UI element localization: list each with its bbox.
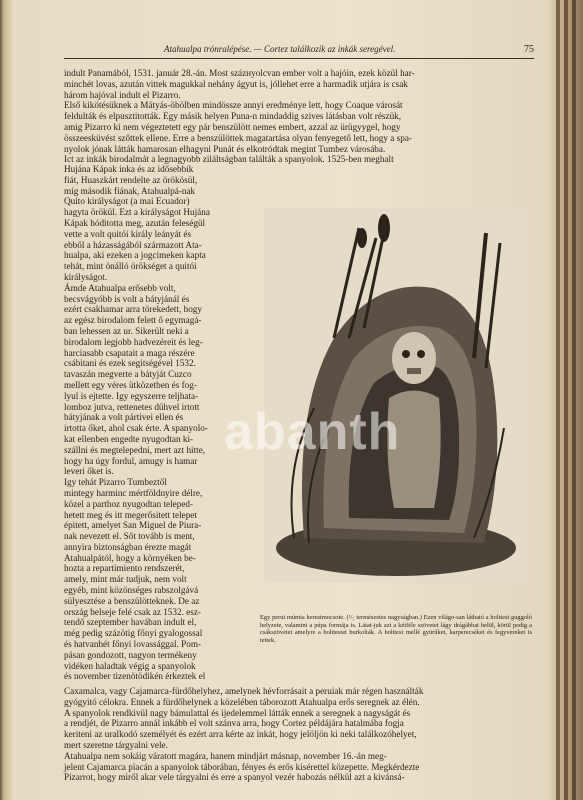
text-line: A spanyolok rendkivül nagy bámulattal és ijedelemmel látták ennek a seregnek a nagyságát és [64, 707, 411, 718]
text-line: tehát, mint önálló örökséget a quitói [64, 261, 197, 272]
text-line: Atahualpától, hogy a környéken be- [64, 552, 196, 563]
text-line: három hajóval indult el Pizarro. [64, 89, 181, 100]
text-line: lyul is ejtette. Igy egyszerre teljhata- [64, 390, 199, 401]
text-line: sülyesztése a benszülötteknek. De az [64, 595, 200, 606]
text-line: birodalom legjobb hadvezéreit és leg- [64, 336, 203, 347]
page-edge [556, 0, 560, 800]
text-line: Első kikötésüknek a Mátyás-öbölben mindössze annyi eredménye lett, hogy Coaque városát [64, 100, 403, 111]
running-header [64, 42, 534, 59]
text-line: míg második fiának, Atahualpá-nak [64, 185, 196, 196]
text-line: és november tizenötödikén érkeztek el [64, 671, 206, 682]
text-line: Igy tehát Pizarro Tumbeztől [64, 477, 167, 488]
text-line: Ámde Atahualpa erősebb volt, [64, 282, 176, 293]
text-line: ebből a házasságából származott Ata- [64, 239, 202, 250]
text-line: csábitani és ezek segitségével 1532. [64, 358, 196, 369]
text-line: amig Pizarro ki nem végeztetett egy pár benszülött nemes embert, azzal az ürügyygel, hogy [64, 121, 401, 132]
text-line: leveri őket is. [64, 466, 114, 477]
text-line: nyolok jónak látták hamarosan elhagyni Punát és elkotródtak megint Tumbez városába. [64, 143, 386, 154]
book-page [24, 30, 554, 790]
text-line: hagyta örökül. Ezt a királyságot Hujána [64, 207, 210, 218]
text-line: kat ellenben engedte nyugodtan ki- [64, 433, 194, 444]
text-line: egyéb, mint közönséges rabszolgává [64, 585, 199, 596]
text-line: közel a parthoz nyugodtan teleped- [64, 498, 194, 509]
page-edge [572, 0, 576, 800]
text-line: ország belseje felé csak az 1532. esz- [64, 606, 201, 617]
text-line: hetett meg és itt megerősitett telepet [64, 509, 197, 520]
text-line: jelent Cajamarca piacán a spanyolok táborában, fényes és erős kisérettel közepette. Megkérdezte [64, 761, 420, 772]
text-line: összeesküvést szőttek ellene. Erre a benszülöttek magatartása olyan fenyegető lett, hogy a spa- [64, 132, 412, 143]
text-line: vidéken haladtak végig a spanyolok [64, 660, 196, 671]
text-line: mintegy harminc mértföldnyire délre, [64, 487, 203, 498]
text-line: feldulták és elpusztitották. Egy másik helyen Puna-n mindaddig szives látásban volt részük, [64, 111, 402, 122]
text-line: hozta a repartimiento rendszerét, [64, 563, 185, 574]
text-line: amely, mint már tudjuk, nem volt [64, 574, 187, 585]
text-line: mellett egy véres ütközetben és fog- [64, 379, 197, 390]
text-line: ban lehessen az ur. Sikerült neki a [64, 325, 189, 336]
text-line: Quito királyságot (a mai Ecuador) [64, 196, 190, 207]
text-line: tavaszán megverte a bátyját Cuzco [64, 369, 192, 380]
text-line: fiát, Huaszkárt rendelte az örökösül, [64, 174, 198, 185]
text-line: és hatvanhét főnyi lovassággal. Pom- [64, 639, 202, 650]
text-line: Caxamalca, vagy Cajamarca-fürdőhelyhez, amelynek hévforrásait a peruiak már régen használták [64, 686, 424, 696]
text-line: harciasabb csapatait a maga részére [64, 347, 195, 358]
text-line: a rendjét, de Pizarro annál inkább el volt szánva arra, hogy Cortez példájára hatalmába fogja [64, 718, 404, 729]
text-line: hualpa, aki ezeken a jogcimeken kapta [64, 250, 206, 261]
watermark: abanth [224, 403, 401, 461]
text-line: irtotta őket, ahol csak érte. A spanyolo- [64, 423, 208, 434]
text-line: Kápak hóditotta meg, azután feleségül [64, 217, 206, 228]
text-line: ezért csakhamar arra törekedett, hogy [64, 304, 202, 315]
text-line: lomboz jutva, rettenetes dühvel irtott [64, 401, 200, 412]
text-line: indult Panamából, 1531. január 28.-án. Most százнyolcvan ember volt a hajóin, ezek közül har- [64, 68, 415, 78]
text-line: még pedig százötig főnyi gyalogossal [64, 628, 203, 639]
text-line: az egész birodalom felett ő egymagá- [64, 315, 202, 326]
text-line: gyógyitó célokra. Ennek a fürdőhelynek a közelében táborozott Atahualpa erős seregnek az élén. [64, 696, 420, 707]
text-line: becsvágyóbb is volt a bátyjánál és [64, 293, 190, 304]
text-line: szállni és megtelepedni, mert azt hitte, [64, 444, 206, 455]
text-line: vette a volt quitói király leányát és [64, 228, 192, 239]
text-line: keriteni az uralkodó személyét és ezért arra kérte az inkát, hogy jelöljön ki neki találkozóhelyet, [64, 729, 417, 740]
text-line: bátyjának a volt pártivei ellen és [64, 412, 184, 423]
mummy-bundle-illustration [264, 208, 528, 583]
text-line: mert szeretne tárgyalni vele. [64, 739, 168, 750]
page-number: 75 [524, 44, 534, 55]
text-line: Atahualpa nem sokáig váratott magára, hanem mindjárt másnap, november 16.-án meg- [64, 750, 387, 761]
figure-caption: Egy perui múmia kerestmocsote. (¹/₅ természetes nagyságban.) Ezen világo-san látható a holttest guggoló helyzete, valamint a púpa formája is. Látat-juk azt a kétféle szövetet lágy drágábbat belül, körül pedig a csákszövetet amelyre a holttestet burkolták. A holttest mellé gyürűket, karperecséket és fegyvereket is tettek. [260, 614, 532, 644]
text-line: tendő szeptember havában indult el, [64, 617, 197, 628]
text-line: annyira biztonságban érezte magát [64, 541, 192, 552]
paragraph-top [64, 68, 534, 165]
paragraph-bottom [64, 686, 534, 783]
text-line: Hujána Kápak inka és az idősebbik [64, 164, 194, 174]
text-line: minchét lovas, azután vittek magukkal nehány ágyut is, jóllehet erre a harmadik utjára is csak [64, 78, 408, 89]
text-line: épitett, amelyet San Miguel de Piura- [64, 520, 202, 531]
text-line: hogy ha úgy fordul, amugy is hamar [64, 455, 198, 466]
text-line: pásan gondozott, nagyon termékeny [64, 649, 197, 660]
page-edge [564, 0, 568, 800]
running-title: Atahualpa trónralépése. — Cortez találkozik az inkák seregével. [164, 44, 396, 54]
text-line: Ict az inkák birodalmát a legnagyobb ziláltságban találták a spanyolok. 1525-ben meghalt [64, 154, 394, 165]
text-line: királyságot. [64, 271, 108, 282]
text-line: nak nevezett el. Sőt tovább is ment, [64, 531, 195, 542]
text-line: Pizarrot, hogy miről akar vele tárgyalni és erre a spanyol vezér habozás nélkül azt a kivánsá- [64, 772, 405, 783]
